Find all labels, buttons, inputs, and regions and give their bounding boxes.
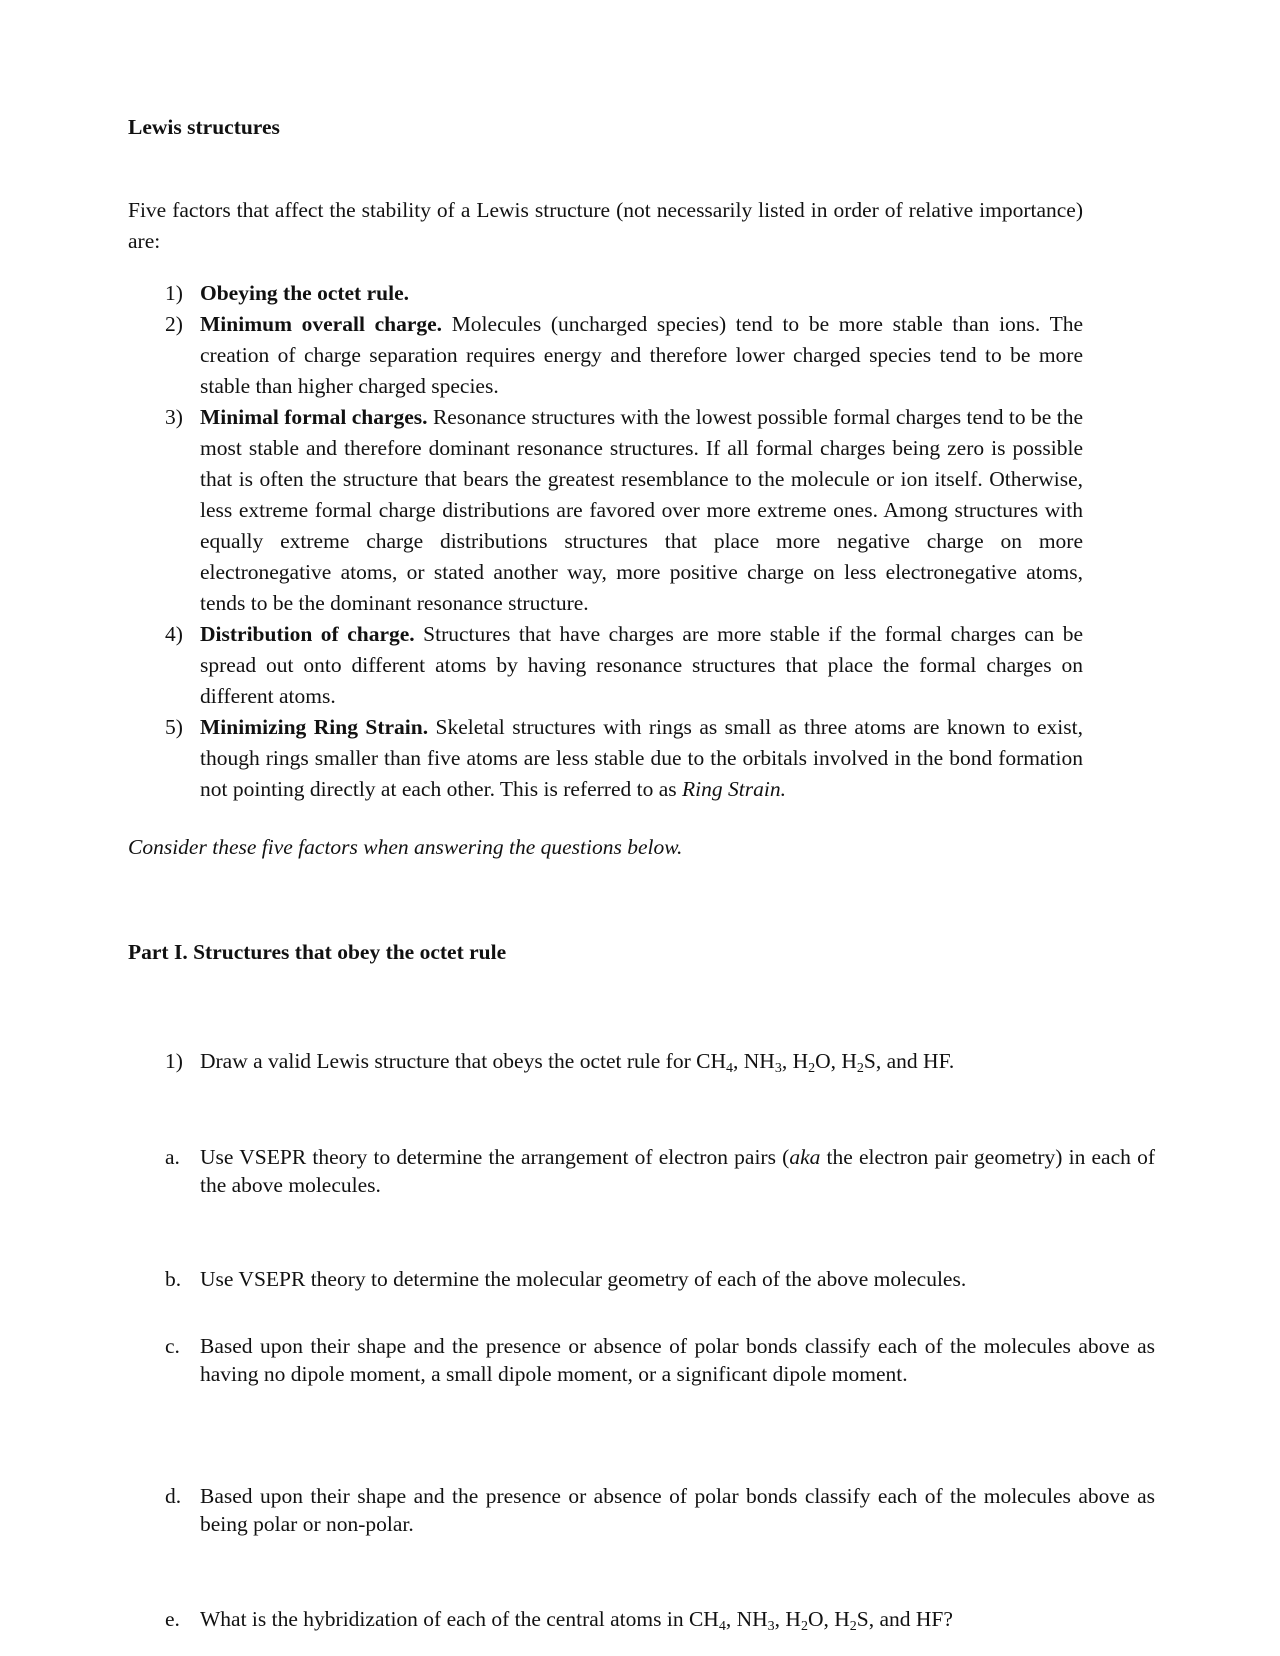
factor-item: [128, 278, 1083, 309]
item-label: b.: [165, 1267, 182, 1291]
subquestion-e: e. What is the hybridization of each of the central atoms in $CH_4$, $NH_3$, $H_2O$, $H_2S$, and HF?: [165, 1607, 953, 1634]
factor-heading: Minimizing Ring Strain.: [200, 715, 429, 739]
stability-factors-list: [128, 278, 1083, 805]
item-label: e.: [165, 1607, 180, 1631]
question-text: Use VSEPR theory to determine the molecular geometry of each of the above molecules.: [200, 1267, 967, 1291]
question-text: the electron pair geometry) in each of the above molecules.: [200, 1145, 1155, 1197]
factor-item: [128, 712, 1083, 805]
formula-nh3: $NH_3$: [743, 1049, 782, 1076]
item-number: 2): [165, 312, 183, 336]
factor-item: [128, 309, 1083, 402]
question-1: 1) Draw a valid Lewis structure that obeys the octet rule for $CH_4$, $NH_3$, $H_2O$, $H_2S$, and HF.: [165, 1049, 955, 1076]
question-text: Use VSEPR theory to determine the arrangement of electron pairs (: [200, 1145, 790, 1169]
formula-h2o: $H_2O$: [792, 1049, 831, 1076]
question-text: What is the hybridization of each of the central atoms in: [200, 1607, 689, 1631]
factor-text: Resonance structures with the lowest possible formal charges tend to be the most stable and therefore dominant resonance structures. If all formal charges being zero is possible that is often the structure that bears the greatest resemblance to the molecule or ion itself. Otherwise, less extreme formal charge distributions are favored over more extreme ones. Among structures with equally extreme charge distributions structures that place more negative charge on more electronegative atoms, or stated another way, more positive charge on less electronegative atoms, tends to be the dominant resonance structure.: [200, 405, 1083, 615]
factor-italic: Ring Strain.: [682, 777, 786, 801]
item-number: 3): [165, 405, 183, 429]
consider-note: Consider these five factors when answering the questions below.: [128, 835, 683, 859]
item-number: 1): [165, 1049, 183, 1073]
formula-h2o: $H_2O$: [785, 1607, 824, 1634]
formula-hf: HF: [923, 1049, 949, 1073]
question-italic: aka: [789, 1145, 821, 1169]
item-number: 1): [165, 281, 183, 305]
formula-ch4: $CH_4$: [688, 1607, 726, 1634]
formula-hf: HF: [915, 1607, 944, 1631]
factor-heading: Minimal formal charges.: [200, 405, 428, 429]
factor-item: [128, 619, 1083, 712]
formula-h2s: $H_2S$: [841, 1049, 876, 1076]
question-text: Based upon their shape and the presence or absence of polar bonds classify each of the molecules above as being polar or non-polar.: [200, 1484, 1155, 1536]
factor-text: Molecules (uncharged species) tend to be more stable than ions. The creation of charge separation requires energy and therefore lower charged species tend to be more stable than higher charged species.: [200, 312, 1083, 398]
formula-h2s: $H_2S$: [834, 1607, 869, 1634]
subquestion-b: [128, 1265, 1155, 1293]
item-label: d.: [165, 1484, 182, 1508]
subquestion-d: [128, 1482, 1155, 1538]
question-text: Draw a valid Lewis structure that obeys the octet rule for: [200, 1049, 697, 1073]
formula-ch4: $CH_4$: [696, 1049, 733, 1076]
factor-heading: Obeying the octet rule.: [200, 281, 409, 305]
item-label: a.: [165, 1145, 180, 1169]
question-text: Based upon their shape and the presence or absence of polar bonds classify each of the molecules above as having no dipole moment, a small dipole moment, or a significant dipole moment.: [200, 1334, 1155, 1386]
item-number: 5): [165, 715, 183, 739]
factor-text: Skeletal structures with rings as small as three atoms are known to exist, though rings smaller than five atoms are less stable due to the orbitals involved in the bond formation not pointing directly at each other. This is referred to as: [200, 715, 1083, 801]
factor-heading: Minimum overall charge.: [200, 312, 443, 336]
subquestion-c: [128, 1332, 1155, 1388]
intro-paragraph: Five factors that affect the stability of a Lewis structure (not necessarily listed in order of relative importance) are:: [128, 198, 1083, 253]
item-label: c.: [165, 1334, 180, 1358]
subquestion-a: [128, 1143, 1155, 1199]
formula-nh3: $NH_3$: [736, 1607, 775, 1634]
part1-heading: Part I. Structures that obey the octet rule: [128, 940, 507, 964]
factor-item: [128, 402, 1083, 619]
factor-heading: Distribution of charge.: [200, 622, 415, 646]
factor-text: Structures that have charges are more stable if the formal charges can be spread out onto different atoms by having resonance structures that place the formal charges on different atoms.: [200, 622, 1083, 708]
page-title: Lewis structures: [128, 115, 280, 139]
item-number: 4): [165, 622, 183, 646]
